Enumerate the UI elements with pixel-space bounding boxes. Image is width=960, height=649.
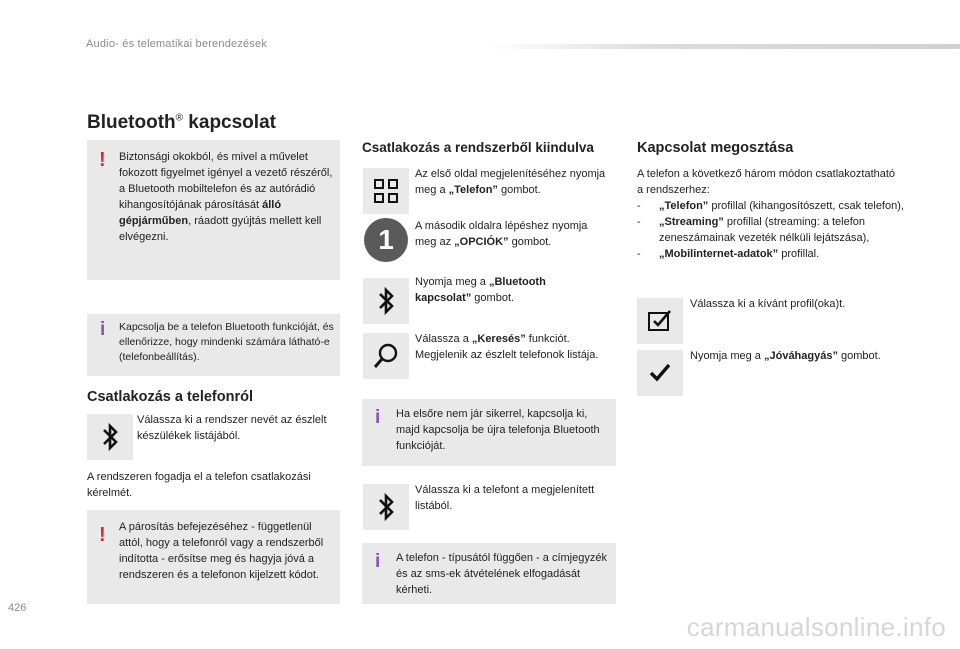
step-number-badge: 1 <box>364 218 408 262</box>
info-text-retry-bluetooth: Ha elsőre nem jár sikerrel, kapcsolja ki, majd kapcsolja be újra telefonja Bluetooth funkcióját. <box>396 408 600 452</box>
heading-connect-from-phone: Csatlakozás a telefonról <box>87 389 253 405</box>
list-item: - „Telefon” profillal (kihangosítószett, csak telefon), <box>637 200 904 212</box>
bluetooth-icon <box>99 422 121 452</box>
warning-text-safety: Biztonsági okokból, és mivel a művelet fokozott figyelmet igényel a vezető részéről, a Bluetooth mobiltelefon és az autórádió kihangosítójának párosítását álló gépjárműben, ráadott gyújtás mellett kell elvégezni. <box>119 151 333 243</box>
profile-list <box>637 198 905 262</box>
watermark: carmanualsonline.info <box>686 612 946 642</box>
page-title: Bluetooth® kapcsolat <box>87 112 276 133</box>
icon-box-bluetooth-connection <box>363 278 409 324</box>
step-press-confirm: Nyomja meg a „Jóváhagyás” gombot. <box>690 350 881 362</box>
para-accept-request: A rendszeren fogadja el a telefon csatlakozási kérelmét. <box>87 471 311 499</box>
checkbox-checked-icon <box>647 308 673 334</box>
step-press-telefon: Az első oldal megjelenítéséhez nyomja meg a „Telefon” gombot. <box>415 168 606 196</box>
icon-box-bluetooth-left <box>87 414 133 460</box>
running-header: Audio- és telematikai berendezések <box>86 38 268 50</box>
icon-box-bluetooth-select <box>363 484 409 530</box>
warning-icon: ! <box>99 149 106 171</box>
info-text-phone-bluetooth: Kapcsolja be a telefon Bluetooth funkcióját, és ellenőrizze, hogy mindenki számára látható-e (telefonbeállítás). <box>119 321 334 363</box>
para-three-ways: A telefon a következő három módon csatlakoztatható a rendszerhez: <box>637 168 896 196</box>
info-icon: i <box>375 407 381 428</box>
icon-box-checkbox <box>637 298 683 344</box>
heading-connection-sharing: Kapcsolat megosztása <box>637 140 794 156</box>
step-select-system-name: Válassza ki a rendszer nevét az észlelt készülékek listájából. <box>137 414 327 442</box>
step-press-bluetooth-connection: Nyomja meg a „Bluetooth kapcsolat” gombot. <box>415 276 546 304</box>
step-select-search: Válassza a „Keresés” funkciót. Megjelenik az észlelt telefonok listája. <box>415 333 599 361</box>
list-item: - „Mobilinternet-adatok” profillal. <box>637 248 820 260</box>
page-number: 426 <box>8 602 27 614</box>
search-icon <box>372 342 400 370</box>
warning-text-pairing-code: A párosítás befejezéséhez - függetlenül attól, hogy a telefonról vagy a rendszerből indította - erősítse meg és hagyja jóvá a rendszeren és a telefonon kijelzett kódot. <box>119 521 324 581</box>
warning-icon: ! <box>99 524 106 546</box>
step-select-phone: Válassza ki a telefont a megjelenített listából. <box>415 484 595 512</box>
step-press-options: A második oldalra lépéshez nyomja meg az „OPCIÓK” gombot. <box>415 220 588 248</box>
bluetooth-icon <box>375 492 397 522</box>
info-text-contacts: A telefon - típusától függően - a címjegyzék és az sms-ek átvételének elfogadását kérheti. <box>396 552 607 596</box>
icon-box-search <box>363 333 409 379</box>
bluetooth-icon <box>375 286 397 316</box>
info-icon: i <box>100 319 106 340</box>
heading-connect-from-system: Csatlakozás a rendszerből kiindulva <box>362 140 594 155</box>
icon-box-confirm <box>637 350 683 396</box>
info-icon: i <box>375 551 381 572</box>
list-item: - „Streaming” profillal (streaming: a telefon zeneszámainak vezeték nélküli lejátszása), <box>637 216 870 244</box>
header-rule <box>490 44 960 49</box>
step-select-profiles: Válassza ki a kívánt profil(oka)t. <box>690 298 846 310</box>
checkmark-icon <box>648 362 672 384</box>
icon-box-menu-grid <box>363 168 409 214</box>
grid-icon <box>373 178 399 204</box>
